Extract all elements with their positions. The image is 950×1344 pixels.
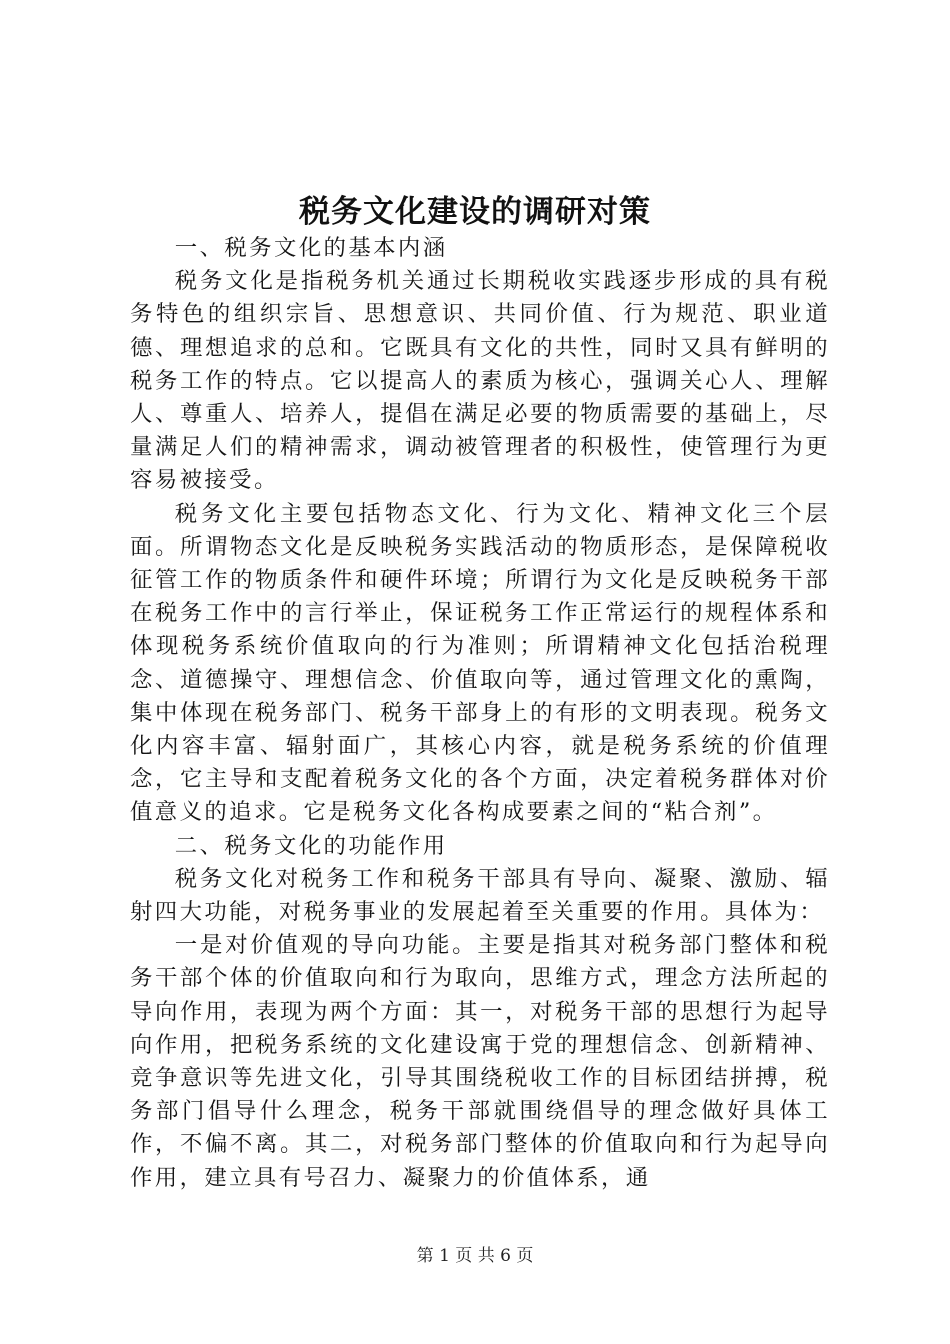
document-title: 税务文化建设的调研对策 (299, 194, 651, 230)
paragraph-guidance: 一是对价值观的导向功能。主要是指其对税务部门整体和税务干部个体的价值取向和行为取向，思维方式，理念方法所起的导向作用，表现为两个方面：其一，对税务干部的思想行为起导向作用，把税务系统的文化建设寓于党的理想信念、创新精神、竞争意识等先进文化，引导其围绕税收工作的目标团结拼搏，税务部门倡导什么理念，税务干部就围绕倡导的理念做好具体工作，不偏不离。其二，对税务部门整体的价值取向和行为起导向作用，建立具有号召力、凝聚力的价值体系，通 (130, 932, 830, 1191)
paragraph-definition: 税务文化是指税务机关通过长期税收实践逐步形成的具有税务特色的组织宗旨、思想意识、共同价值、行为规范、职业道德、理想追求的总和。它既具有文化的共性，同时又具有鲜明的税务工作的特点。它以提高人的素质为核心，强调关心人、理解人、尊重人、培养人，提倡在满足必要的物质需要的基础上，尽量满足人们的精神需求，调动被管理者的积极性，使管理行为更容易被接受。 (130, 268, 830, 494)
page-footer: 第 1 页 共 6 页 (416, 1246, 534, 1266)
section-heading-1: 一、税务文化的基本内涵 (174, 235, 448, 261)
document-body (130, 232, 830, 1195)
paragraph-layers: 税务文化主要包括物态文化、行为文化、精神文化三个层面。所谓物态文化是反映税务实践活动的物质形态，是保障税收征管工作的物质条件和硬件环境；所谓行为文化是反映税务干部在税务工作中的言行举止，保证税务工作正常运行的规程体系和体现税务系统价值取向的行为准则；所谓精神文化包括治税理念、道德操守、理想信念、价值取向等，通过管理文化的熏陶，集中体现在税务部门、税务干部身上的有形的文明表现。税务文化内容丰富、辐射面广，其核心内容，就是税务系统的价值理念，它主导和支配着税务文化的各个方面，决定着税务群体对价值意义的追求。它是税务文化各构成要素之间的“粘合剂”。 (130, 500, 830, 826)
paragraph-functions: 税务文化对税务工作和税务干部具有导向、凝聚、激励、辐射四大功能，对税务事业的发展起着至关重要的作用。具体为： (130, 865, 830, 926)
section-heading-2: 二、税务文化的功能作用 (174, 832, 448, 859)
